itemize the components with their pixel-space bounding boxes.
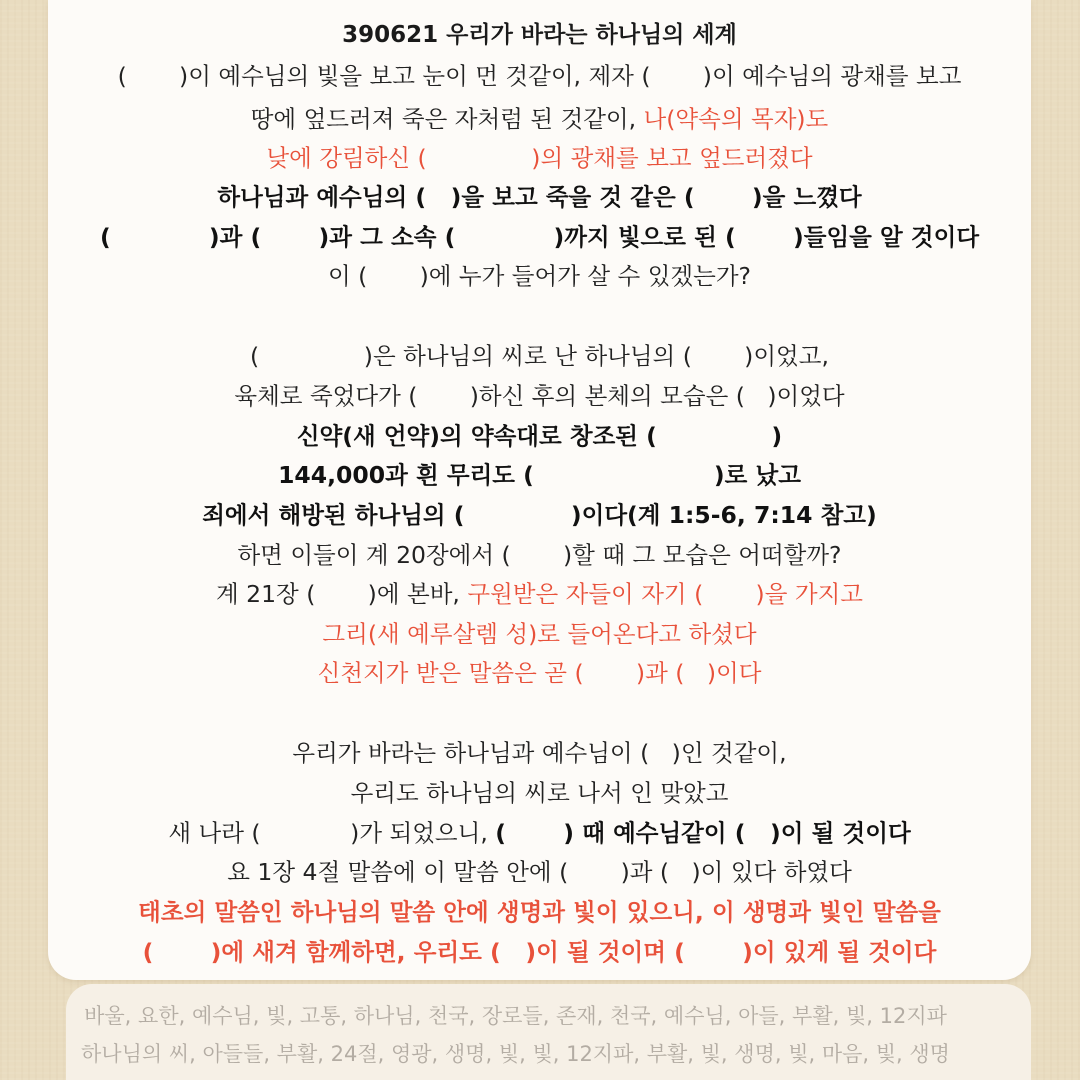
page-title: 390621 우리가 바라는 하나님의 세계 xyxy=(342,22,737,48)
text-line-12: 하면 이들이 계 20장에서 ( )할 때 그 모습은 어떠할까? xyxy=(237,541,842,569)
text-line-10: 144,000과 흰 무리도 ( )로 났고 xyxy=(278,461,801,489)
keyword-answer-box xyxy=(66,984,1031,1080)
text-line-18-bold: ( ) 때 예수님같이 ( )이 될 것이다 xyxy=(495,819,911,847)
text-line-16: 우리가 바라는 하나님과 예수님이 ( )인 것같이, xyxy=(292,739,787,767)
keyword-line-1: 바울, 요한, 예수님, 빛, 고통, 하나님, 천국, 장로들, 존재, 천국, 예수님, 아들, 부활, 빛, 12지파 xyxy=(84,1004,947,1028)
text-line-21: ( )에 새겨 함께하면, 우리도 ( )이 될 것이며 ( )이 있게 될 것이다 xyxy=(142,938,937,966)
text-line-2 xyxy=(48,104,1031,134)
text-line-5: ( )과 ( )과 그 소속 ( )까지 빛으로 된 ( )들임을 알 것이다 xyxy=(99,223,980,251)
text-line-13-highlight: 구원받은 자들이 자기 ( )을 가지고 xyxy=(467,580,863,608)
text-line-14: 그리(새 예루살렘 성)로 들어온다고 하셨다 xyxy=(322,620,757,648)
text-line-11: 죄에서 해방된 하나님의 ( )이다(계 1:5-6, 7:14 참고) xyxy=(202,501,877,529)
text-line-4: 하나님과 예수님의 ( )을 보고 죽을 것 같은 ( )을 느꼈다 xyxy=(217,183,862,211)
text-line-2-plain: 땅에 엎드러져 죽은 자처럼 된 것같이, xyxy=(250,105,644,133)
text-line-15: 신천지가 받은 말씀은 곧 ( )과 ( )이다 xyxy=(317,659,762,687)
text-line-2-highlight: 나(약속의 목자)도 xyxy=(643,105,829,133)
text-line-19: 요 1장 4절 말씀에 이 말씀 안에 ( )과 ( )이 있다 하였다 xyxy=(227,858,852,886)
text-line-17: 우리도 하나님의 씨로 나서 인 맞았고 xyxy=(350,779,729,807)
text-line-9: 신약(새 언약)의 약속대로 창조된 ( ) xyxy=(296,422,783,450)
text-line-8: 육체로 죽었다가 ( )하신 후의 본체의 모습은 ( )이었다 xyxy=(234,382,845,410)
text-line-7: ( )은 하나님의 씨로 난 하나님의 ( )이었고, xyxy=(250,342,829,370)
text-line-13 xyxy=(48,579,1031,609)
content-card xyxy=(48,0,1031,980)
text-line-18-plain: 새 나라 ( )가 되었으니, xyxy=(168,819,496,847)
text-line-20: 태초의 말씀인 하나님의 말씀 안에 생명과 빛이 있으니, 이 생명과 빛인 말씀을 xyxy=(138,898,941,926)
text-line-3: 낮에 강림하신 ( )의 광채를 보고 엎드러졌다 xyxy=(266,144,813,172)
keyword-line-2: 하나님의 씨, 아들들, 부활, 24절, 영광, 생명, 빛, 빛, 12지파, 부활, 빛, 생명, 빛, 마음, 빛, 생명 xyxy=(81,1042,950,1066)
text-line-6: 이 ( )에 누가 들어가 살 수 있겠는가? xyxy=(327,262,752,290)
text-line-1: ( )이 예수님의 빛을 보고 눈이 먼 것같이, 제자 ( )이 예수님의 광채를 보고 xyxy=(117,62,962,90)
text-line-18 xyxy=(48,818,1031,848)
text-line-13-plain: 계 21장 ( )에 본바, xyxy=(215,580,468,608)
